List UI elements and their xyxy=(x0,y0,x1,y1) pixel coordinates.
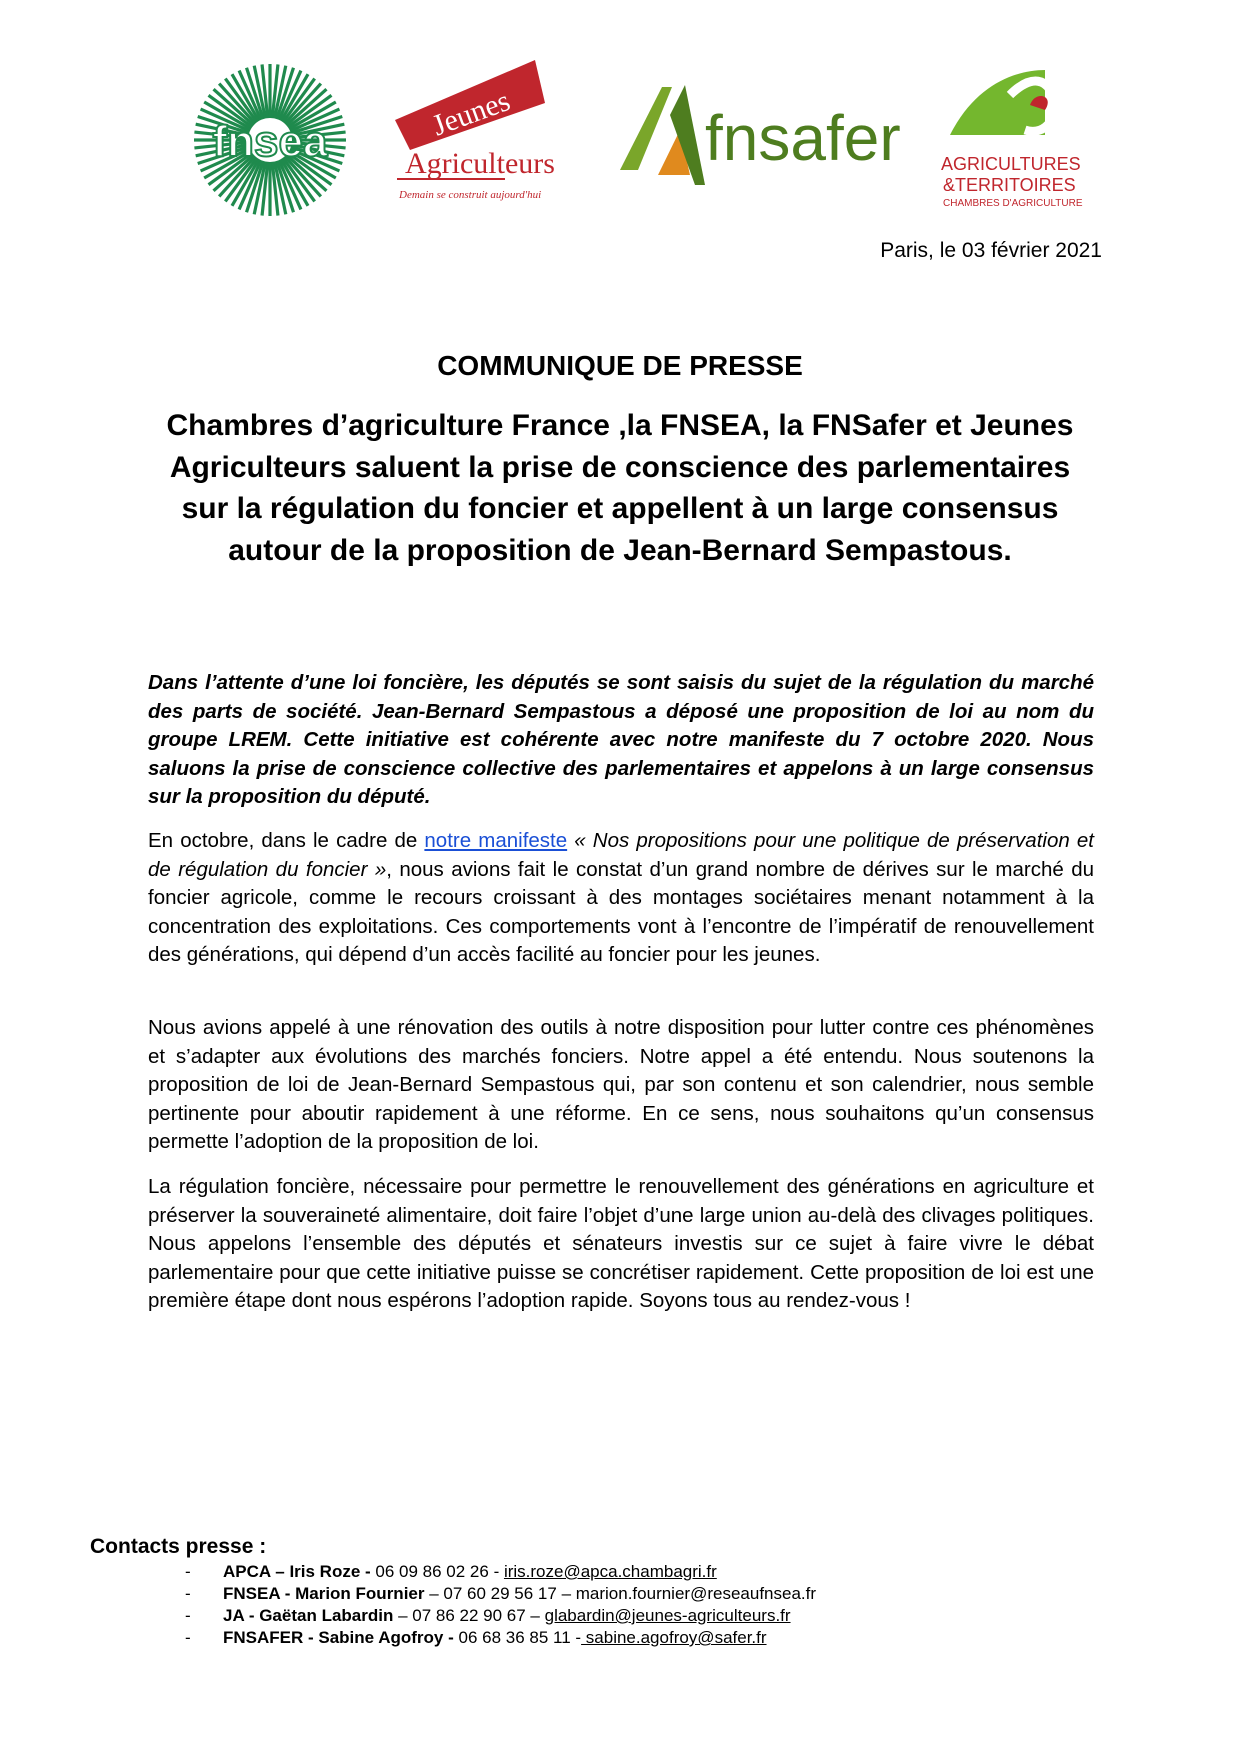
contact-item xyxy=(185,1583,816,1605)
list-bullet: - xyxy=(185,1606,191,1625)
list-bullet: - xyxy=(185,1562,191,1581)
fnsafer-logo xyxy=(610,75,920,195)
lead-paragraph: Dans l’attente d’une loi foncière, les députés se sont saisis du sujet de la régulation du marché des parts de société. Jean-Bernard Sempastous a déposé une proposition de loi au nom du groupe LREM. Cette initiative est cohérente avec notre manifeste du 7 octobre 2020. Nous saluons la prise de conscience collective des parlementaires et appelons à un large consensus sur la proposition du député. xyxy=(148,671,1094,808)
ja-logo-line1: Jeunes xyxy=(427,84,515,143)
paragraph-1-rest: , nous avions fait le constat d’un grand nombre de dérives sur le marché du foncier agricole, comme le recours croissant à des montages sociétaires menant notamment à la concentration des exploitations. Ces comportements vont à l’encontre de l’impératif de renouvellement des générations, qui dépend d’un accès facilité au foncier pour les jeunes. xyxy=(148,857,1095,966)
fnsafer-logo-text: fnsafer xyxy=(705,102,901,174)
apca-logo-line1: AGRICULTURES xyxy=(941,154,1081,174)
manifesto-link[interactable]: notre manifeste xyxy=(424,829,568,852)
date-line: Paris, le 03 février 2021 xyxy=(880,239,1102,262)
contact-email[interactable]: glabardin@jeunes-agriculteurs.fr xyxy=(544,1606,791,1625)
agricultures-territoires-logo xyxy=(935,55,1090,215)
fnsea-logo xyxy=(190,60,350,220)
contact-name: JA - Gaëtan Labardin xyxy=(223,1606,394,1625)
paragraph-1 xyxy=(148,827,1094,970)
ja-logo-tagline: Demain se construit aujourd'hui xyxy=(399,189,542,201)
apca-logo-line2: &TERRITOIRES xyxy=(943,175,1076,195)
ja-logo-line2: Agriculteurs xyxy=(405,147,555,180)
contacts-list xyxy=(185,1561,816,1649)
contact-phone: – 07 60 29 56 17 – xyxy=(424,1584,576,1603)
contact-name: FNSEA - Marion Fournier xyxy=(223,1584,425,1603)
contact-phone: 06 09 86 02 26 - xyxy=(375,1562,504,1581)
paragraph-3: La régulation foncière, nécessaire pour permettre le renouvellement des générations en agriculture et préserver la souveraineté alimentaire, doit faire l’objet d’une large union au-delà des clivages politiques. Nous appelons l’ensemble des députés et sénateurs investis sur ce sujet à faire vivre le débat parlementaire pour que cette initiative puisse se concrétiser rapidement. Cette proposition de loi est une première étape dont nous espérons l’adoption rapide. Soyons tous au rendez-vous ! xyxy=(148,1175,1094,1312)
contact-item xyxy=(185,1561,816,1583)
contact-name: FNSAFER - Sabine Agofroy - xyxy=(223,1628,459,1647)
contact-email[interactable]: iris.roze@apca.chambagri.fr xyxy=(503,1562,717,1581)
contact-name: APCA – Iris Roze - xyxy=(223,1562,376,1581)
contact-email[interactable]: marion.fournier@reseaufnsea.fr xyxy=(575,1584,817,1603)
contact-email[interactable]: sabine.agofroy@safer.fr xyxy=(581,1628,767,1647)
headline: Chambres d’agriculture France ,la FNSEA, la FNSafer et Jeunes Agriculteurs saluent la prise de conscience des parlementaires sur la régulation du foncier et appellent à un large consensus autour de la proposition de Jean-Bernard Sempastous. xyxy=(166,409,1074,567)
list-bullet: - xyxy=(185,1628,191,1647)
jeunes-agriculteurs-logo xyxy=(385,55,580,215)
paragraph-1-start: En octobre, dans le cadre de xyxy=(148,829,425,852)
fnsea-logo-text: fnsea xyxy=(212,117,328,166)
contact-phone: – 07 86 22 90 67 – xyxy=(393,1606,545,1625)
contact-phone: 06 68 36 85 11 - xyxy=(458,1628,582,1647)
list-bullet: - xyxy=(185,1584,191,1603)
manifesto-quote: « Nos propositions pour une politique de préservation et de régulation du foncier » xyxy=(148,829,1094,881)
document-title: COMMUNIQUE DE PRESSE xyxy=(437,350,803,381)
contacts-title: Contacts presse : xyxy=(90,1535,267,1558)
contact-item xyxy=(185,1605,816,1627)
logo-bar xyxy=(190,50,1090,220)
contact-item xyxy=(185,1627,816,1649)
apca-logo-line3: CHAMBRES D'AGRICULTURE xyxy=(943,198,1083,209)
paragraph-2: Nous avions appelé à une rénovation des outils à notre disposition pour lutter contre ces phénomènes et s’adapter aux évolutions des marchés fonciers. Notre appel a été entendu. Nous soutenons la proposition de loi de Jean-Bernard Sempastous qui, par son contenu et son calendrier, nous semble pertinente pour aboutir rapidement à une réforme. En ce sens, nous souhaitons qu’un consensus permette l’adoption de la proposition de loi. xyxy=(148,1016,1094,1153)
